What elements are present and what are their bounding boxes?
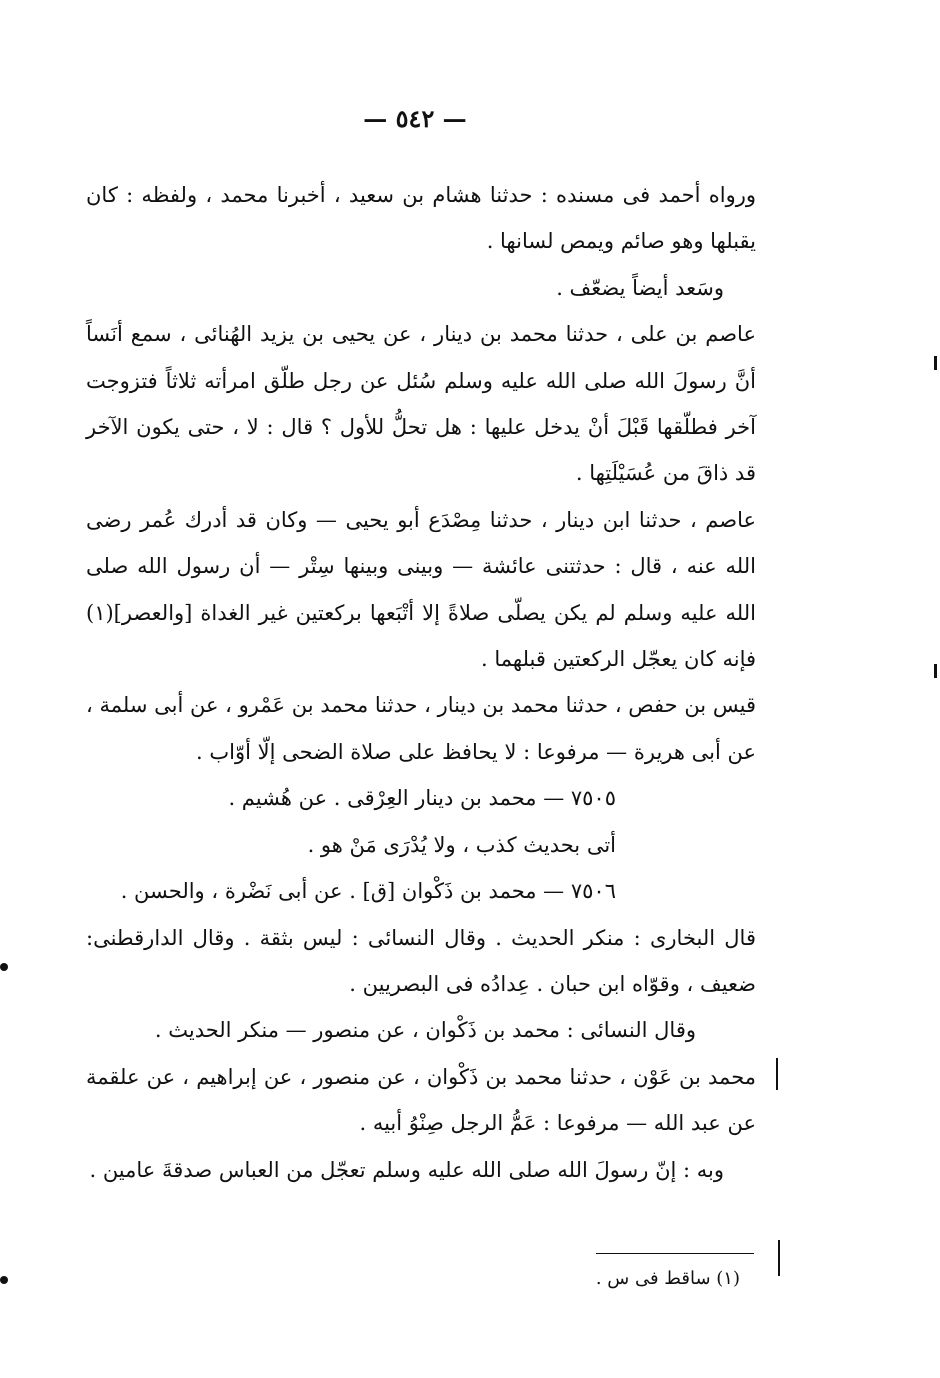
- paragraph-3: عاصم بن على ، حدثنا محمد بن دينار ، عن يحيى بن يزيد الهُنائى ، سمع أنَساً أنَّ رسولَ الله صلى الله عليه وسلم سُئل عن رجل طلّق امرأته ثلاثاً فتزوجت آخر فطلّقها قَبْلَ أنْ يدخل عليها : هل تحلُّ للأول ؟ قال : لا ، حتى يكون الآخر قد ذاقَ من عُسَيْلَتِها .: [86, 322, 756, 486]
- paragraph-11: محمد بن عَوْن ، حدثنا محمد بن ذَكْوان ، عن منصور ، عن إبراهيم ، عن علقمة عن عبد الله — مرفوعا : عَمُّ الرجل صِنْوُ أبيه .: [86, 1064, 756, 1136]
- page-number: — ٥٤٢ —: [363, 104, 467, 133]
- margin-mark-left-1: [0, 963, 8, 971]
- entry-7505-heading: ٧٥٠٥ — محمد بن دينار العِرْقى . عن هُشيم .: [228, 786, 616, 811]
- footnote: (١) ساقط فى س .: [595, 1268, 740, 1289]
- paragraph-2: وسَعد أيضاً يضعّف .: [556, 275, 724, 300]
- paragraph-10: وقال النسائى : محمد بن ذَكْوان ، عن منصور — منكر الحديث .: [154, 1018, 696, 1043]
- entry-7505-note: أتى بحديث كذب ، ولا يُدْرَى مَنْ هو .: [307, 832, 616, 857]
- footnote-divider: [596, 1253, 754, 1254]
- margin-mark-right-bar: [776, 1058, 778, 1090]
- paragraph-1: ورواه أحمد فى مسنده : حدثنا هشام بن سعيد ، أخبرنا محمد ، ولفظه : كان يقبلها وهو صائم ويمص لسانها .: [86, 183, 756, 254]
- margin-mark-left-2: [0, 1276, 8, 1284]
- margin-mark-right-bar-2: [778, 1240, 780, 1276]
- paragraph-4: عاصم ، حدثنا ابن دينار ، حدثنا مِصْدَع أبو يحيى — وكان قد أدرك عُمر رضى الله عنه ، قال : حدثتنى عائشة — وبينى وبينها سِتْر — أن رسول الله صلى الله عليه وسلم لم يكن يصلّى صلاةً إلا أتْبَعها بركعتين غير الغداة [والعصر](١) فإنه كان يعجّل الركعتين قبلهما .: [86, 507, 756, 672]
- paragraph-12: وبه : إنّ رسولَ الله صلى الله عليه وسلم تعجّل من العباس صدقةَ عامين .: [89, 1157, 724, 1182]
- margin-mark-top: [934, 356, 937, 370]
- margin-mark-middle: [934, 664, 937, 678]
- main-text: [86, 172, 756, 1193]
- paragraph-9: قال البخارى : منكر الحديث . وقال النسائى : ليس بثقة . وقال الدارقطنى: ضعيف ، وقوّاه ابن حبان . عِدادُه فى البصريين .: [86, 925, 756, 996]
- entry-7506-heading: ٧٥٠٦ — محمد بن ذَكْوان [ق] . عن أبى نَضْرة ، والحسن .: [120, 879, 616, 904]
- paragraph-5: قيس بن حفص ، حدثنا محمد بن دينار ، حدثنا محمد بن عَمْرو ، عن أبى سلمة ، عن أبى هريرة — مرفوعا : لا يحافظ على صلاة الضحى إلّا أوّاب .: [86, 693, 756, 764]
